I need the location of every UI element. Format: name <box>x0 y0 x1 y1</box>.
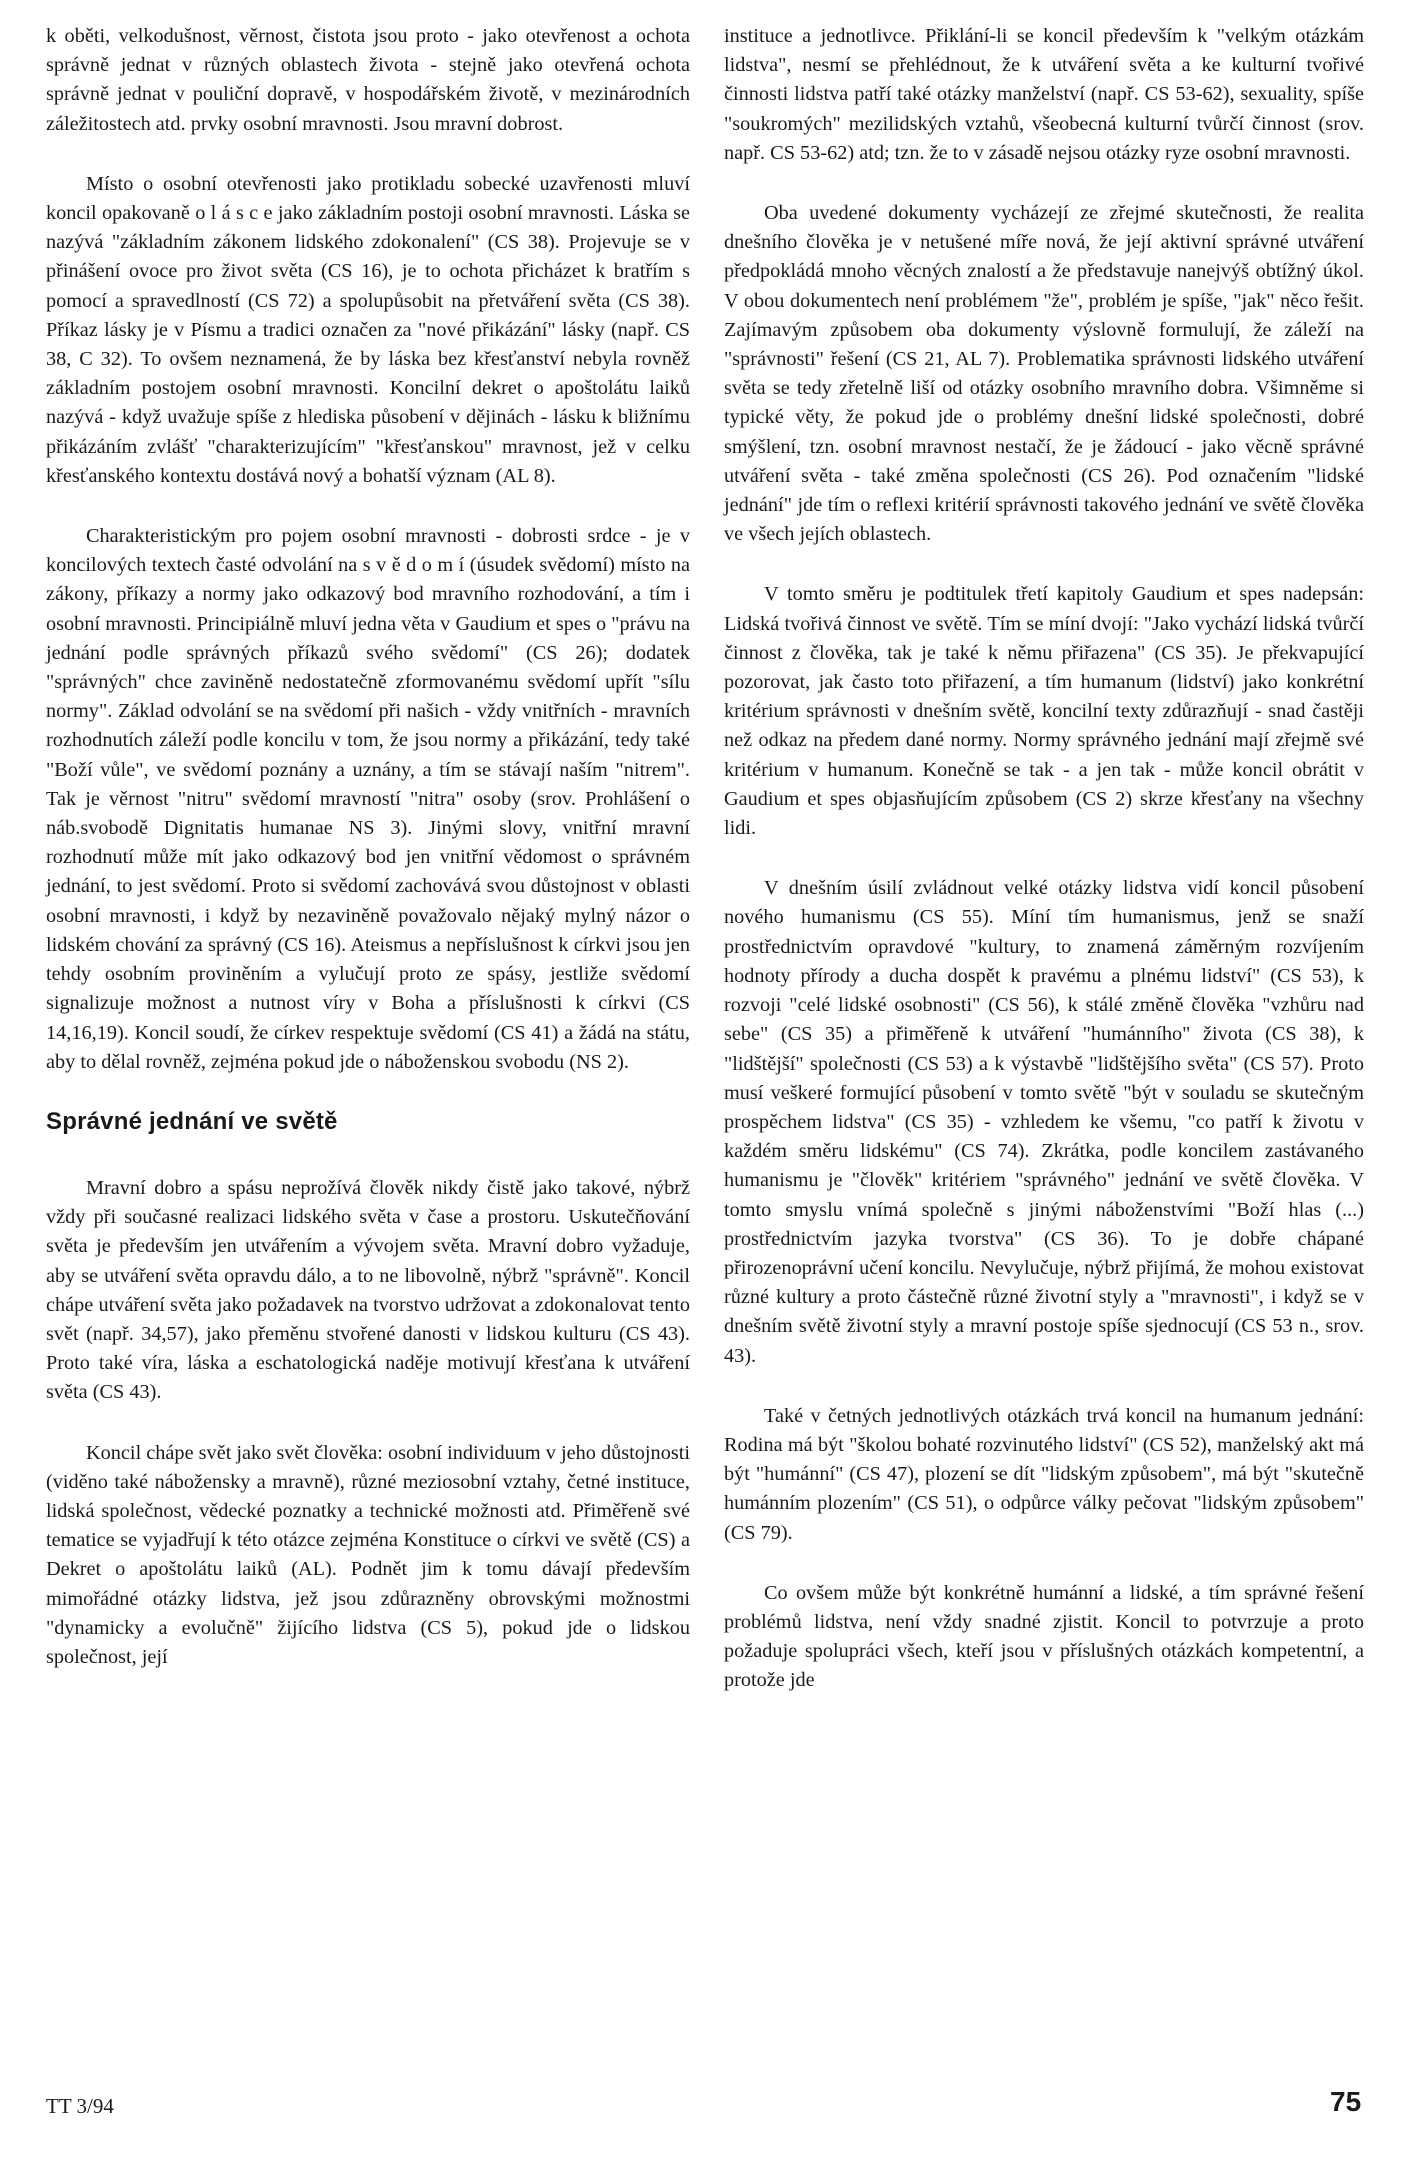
paragraph: Charakteristickým pro pojem osobní mravnosti - dobrosti srdce - je v koncilových textech časté odvolání na s v ě d o m í (úsudek svědomí) místo na zákony, příkazy a normy jako odkazový bod mravního rozhodování, a tím i osobní mravnosti. Principiálně mluví jedna věta v Gaudium et spes o "právu na jednání podle správných příkazů svého svědomí" (CS 26); dodatek "správných" chce zaviněně nedostatečně zformovanému svědomí upřít "sílu normy". Základ odvolání se na svědomí při našich - vždy vnitřních - mravních rozhodnutích záleží podle koncilu v tom, že jsou normy a přikázání, tedy také "Boží vůle", ve svědomí poznány a uznány, a tím se stávají naším "nitrem". Tak je věrnost "nitru" svědomí mravností "nitra" osoby (srov. Prohlášení o náb.svobodě Dignitatis humanae NS 3). Jinými slovy, vnitřní mravní rozhodnutí může mít jako odkazový bod jen vnitřní vědomost o správném jednání, to jest svědomí. Proto si svědomí zachovává svou důstojnost v oblasti osobní mravnosti, i když by nezaviněně považovalo nějaký mylný názor o lidském chování za správný (CS 16). Ateismus a nepříslušnost k církvi jsou jen tehdy osobním proviněním a vylučují proto ze spásy, jestliže svědomí signalizuje možnost a nutnost víry v Boha a příslušnosti k církvi (CS 14,16,19). Koncil soudí, že církev respektuje svědomí (CS 41) a žádá na státu, aby to dělal rovněž, zejména pokud jde o náboženskou svobodu (NS 2). <box>46 525 690 1073</box>
paragraph: V dnešním úsilí zvládnout velké otázky lidstva vidí koncil působení nového humanismu (CS 55). Míní tím humanismus, jenž se snaží prostřednictvím opravdové "kultury, to znamená záměrným rozvíjením hodnoty přírody a ducha dospět k pravému a plnému lidství" (CS 53), k rozvoji "celé lidské osobnosti" (CS 56), k stálé změně člověka "vzhůru nad sebe" (CS 35) a přiměřeně k utváření "humánního" života (CS 38), k "lidštější" společnosti (CS 53) a k výstavbě "lidštějšího světa" (CS 57). Proto musí veškeré formující působení v tomto světě "být v souladu se skutečným prospěchem lidstva" (CS 35) - vzhledem ke všemu, "co patří k životu v každém směru lidskému" (CS 74). Zkrátka, podle koncilem zastávaného humanismu je "člověk" kritériem "správného" jednání ve světě člověka. V tomto smyslu vnímá společně s jinými náboženstvími "Boží hlas (...) prostřednictvím jazyka tvorstva" (CS 36). To je dobře chápané přirozenoprávní učení koncilu. Nevylučuje, nýbrž přijímá, že mohou existovat různé kultury a proto částečně různé životní styly a "mravnosti", i když se v dnešním světě životní styly a mravní postoje spíše sjednocují (CS 53 n., srov. 43). <box>724 877 1364 1367</box>
paragraph: Mravní dobro a spásu neprožívá člověk nikdy čistě jako takové, nýbrž vždy při současné realizaci lidského světa v čase a prostoru. Uskutečňování světa je především jen utvářením a vývojem světa. Mravní dobro vyžaduje, aby se utváření světa opravdu dálo, a to ne libovolně, nýbrž "správně". Koncil chápe utváření světa jako požadavek na tvorstvo udržovat a zdokonalovat tento svět (např. 34,57), jako přeměnu stvořené danosti v lidskou kulturu (CS 43). Proto také víra, láska a eschatologická naděje motivují křesťana k utváření světa (CS 43). <box>46 1176 690 1404</box>
paragraph: k oběti, velkodušnost, věrnost, čistota jsou proto - jako otevřenost a ochota správně jednat v různých oblastech života - stejně jako otevřená ochota správně jednat v pouliční dopravě, v hospodářském životě, v mezinárodních záležitostech atd. prvky osobní mravnosti. Jsou mravní dobrost. <box>46 25 690 135</box>
paragraph: Místo o osobní otevřenosti jako protikladu sobecké uzavřenosti mluví koncil opakovaně o l á s c e jako základním postoji osobní mravnosti. Láska se nazývá "základním zákonem lidského zdokonalení" (CS 38). Projevuje se v přinášení ovoce pro život světa (CS 16), je to ochota přicházet k bratřím s pomocí a spravedlností (CS 72) a spolupůsobit na přetváření světa (CS 38). Příkaz lásky je v Písmu a tradici označen za "nové přikázání" lásky (např. CS 38, C 32). To ovšem neznamená, že by láska bez křesťanství nebyla rovněž základním postojem osobní mravnosti. Koncilní dekret o apoštolátu laiků nazývá - když uvažuje spíše z hlediska působení v dějinách - lásku k bližnímu přikázáním zvlášť "charakterizujícím" "křesťanskou" mravnost, jež v celku křesťanského kontextu dostává nový a bohatší význam (AL 8). <box>46 172 690 487</box>
paragraph: V tomto směru je podtitulek třetí kapitoly Gaudium et spes nadepsán: Lidská tvořivá činnost ve světě. Tím se míní dvojí: "Jako vychází lidská tvůrčí činnost z člověka, tak je také k němu přiřazena" (CS 35). Je překvapující pozorovat, jak často toto přiřazení, a tím humanum (lidství) jako konkrétní kritérium správnosti v dnešním světě, koncilní texty zdůrazňují - snad častěji než odkaz na předem dané normy. Normy správného jednání mají zřejmě své kritérium v humanum. Konečně se tak - a jen tak - může koncil obrátit v Gaudium et spes objasňujícím způsobem (CS 2) skrze křesťany na všechny lidi. <box>724 583 1364 840</box>
paragraph: Koncil chápe svět jako svět člověka: osobní individuum v jeho důstojnosti (viděno také nábožensky a mravně), různé meziosobní vztahy, četné instituce, lidská společnost, vědecké poznatky a technické možnosti atd. Přiměřeně své tematice se vyjadřují k této otázce zejména Konstituce o církvi ve světě (CS) a Dekret o apoštolátu laiků (AL). Podnět jim k tomu dávají především mimořádné otázky lidstva, jež jsou zdůrazněny obrovskými možnostmi "dynamicky a evolučně" žijícího lidstva (CS 5), pokud jde o lidskou společnost, její <box>46 1441 690 1668</box>
left-column <box>46 22 690 1703</box>
journal-issue: TT 3/94 <box>46 2094 114 2118</box>
right-column <box>724 22 1364 1727</box>
paragraph: Co ovšem může být konkrétně humánní a lidské, a tím správné řešení problémů lidstva, není vždy snadné zjistit. Koncil to potvrzuje a proto požaduje spolupráci všech, kteří jsou v příslušných otázkách kompetentní, a protože jde <box>724 1581 1364 1692</box>
paragraph: instituce a jednotlivce. Přiklání-li se koncil především k "velkým otázkám lidstva", nesmí se přehlédnout, že k utváření světa a ke kulturní tvořivé činnosti lidstva patří také otázky manželství (např. CS 53-62), sexuality, spíše "soukromých" mezilidských vztahů, všeobecná kulturní tvůrčí činnost (srov. např. CS 53-62) atd; tzn. že to v zásadě nejsou otázky ryze osobní mravnosti. <box>724 25 1364 164</box>
paragraph: Také v četných jednotlivých otázkách trvá koncil na humanum jednání: Rodina má být "školou bohaté rozvinutého lidství" (CS 52), manželský akt má být "humánní" (CS 47), plození se dít "lidským způsobem", má být "skutečně humánním plozením" (CS 51), o odpůrce války pečovat "lidským způsobem" (CS 79). <box>724 1404 1364 1544</box>
page-number: 75 <box>1330 2086 1362 2117</box>
section-heading: Správné jednání ve světě <box>46 1107 338 1135</box>
paragraph: Oba uvedené dokumenty vycházejí ze zřejmé skutečnosti, že realita dnešního člověka je v netušené míře nová, že její aktivní správné utváření předpokládá mnoho věcných znalostí a že představuje nanejvýš obtížný úkol. V obou dokumentech není problémem "že", problém je spíše, "jak" něco řešit. Zajímavým způsobem oba dokumenty výslovně formulují, že záleží na "správnosti" řešení (CS 21, AL 7). Problematika správnosti lidského utváření světa se tedy zřetelně liší od otázky osobního mravního dobra. Všimněme si typické věty, že pokud jde o problémy dnešní lidské společnosti, dobré smýšlení, tzn. osobní mravnost nestačí, že je žádoucí - jako věcně správné utváření světa - také změna společnosti (CS 26). Pod označením "lidské jednání" jde tím o reflexi kritérií správnosti takového jednání ve světě člověka ve všech jejích oblastech. <box>724 202 1364 546</box>
